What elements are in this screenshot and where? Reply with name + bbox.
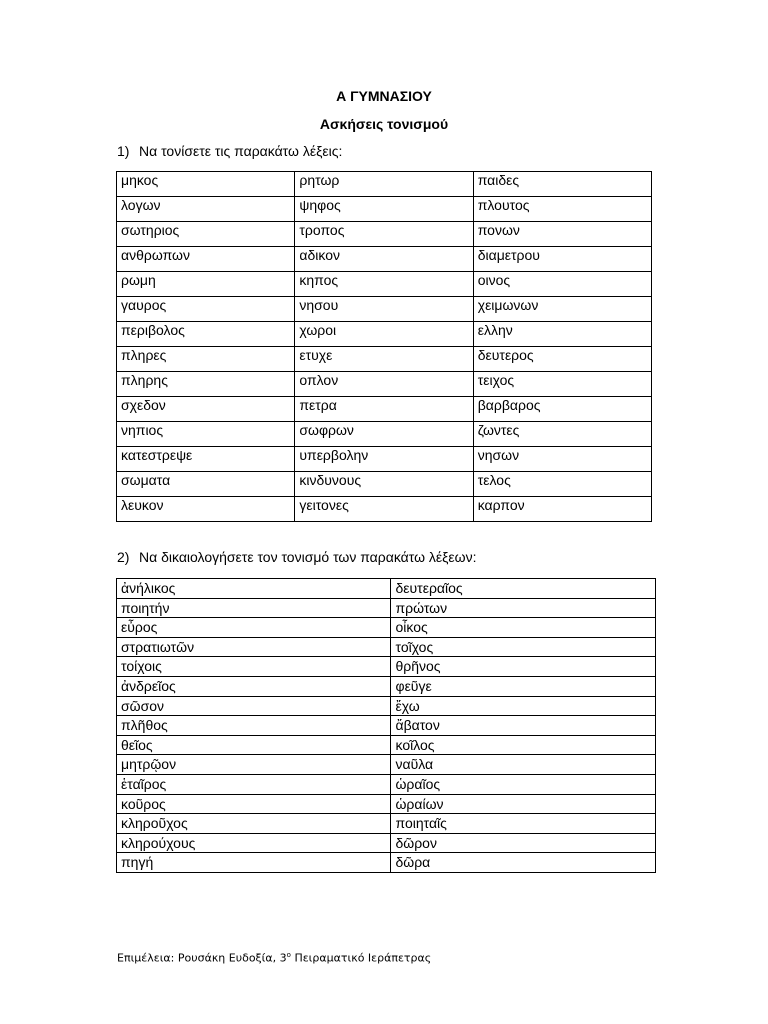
page-title: Α ΓΥΜΝΑΣΙΟΥ — [336, 88, 432, 104]
exercise-2-word-cell: δῶρον — [391, 833, 656, 853]
exercise-1-text: Να τονίσετε τις παρακάτω λέξεις: — [139, 143, 343, 159]
exercise-1-word-cell: πληρες — [117, 347, 295, 372]
exercise-2-word-cell: πρώτων — [391, 598, 656, 618]
exercise-1-word-cell: διαμετρου — [473, 247, 651, 272]
exercise-2-row — [117, 853, 656, 873]
footer-text-after: Πειραματικό Ιεράπετρας — [290, 951, 432, 965]
exercise-2-row — [117, 657, 656, 677]
exercise-1-word-cell: σωματα — [117, 472, 295, 497]
exercise-2-row — [117, 637, 656, 657]
exercise-1-word-cell: τειχος — [473, 372, 651, 397]
exercise-1-number: 1) — [117, 143, 130, 159]
exercise-2-row — [117, 814, 656, 834]
exercise-1-word-cell: βαρβαρος — [473, 397, 651, 422]
exercise-1-word-cell: χωροι — [295, 322, 473, 347]
exercise-2-row — [117, 833, 656, 853]
exercise-2-heading — [117, 549, 476, 565]
exercise-1-word-cell: αδικον — [295, 247, 473, 272]
exercise-2-row — [117, 618, 656, 638]
exercise-2-row — [117, 696, 656, 716]
exercise-2-word-cell: θεῖος — [117, 735, 391, 755]
exercise-2-word-cell: θρῆνος — [391, 657, 656, 677]
exercise-1-word-cell: σωτηριος — [117, 222, 295, 247]
exercise-1-word-cell: πληρης — [117, 372, 295, 397]
exercise-1-row — [117, 447, 652, 472]
footer-credit — [117, 948, 431, 966]
exercise-2-row — [117, 794, 656, 814]
exercise-2-word-cell: πλῆθος — [117, 716, 391, 736]
footer-superscript: ο — [286, 951, 291, 959]
exercise-1-word-cell: ανθρωπων — [117, 247, 295, 272]
exercise-1-word-cell: κινδυνους — [295, 472, 473, 497]
exercise-2-word-cell: δῶρα — [391, 853, 656, 873]
exercise-2-word-cell: ἀνήλικος — [117, 579, 391, 599]
exercise-2-word-cell: κληρούχους — [117, 833, 391, 853]
exercise-1-word-cell: κατεστρεψε — [117, 447, 295, 472]
exercise-2-row — [117, 716, 656, 736]
exercise-1-word-cell: ζωντες — [473, 422, 651, 447]
exercise-1-heading — [117, 143, 342, 159]
exercise-1-word-cell: γειτονες — [295, 497, 473, 522]
exercise-2-word-cell: φεῦγε — [391, 676, 656, 696]
exercise-1-word-cell: κηπος — [295, 272, 473, 297]
exercise-2-row — [117, 735, 656, 755]
exercise-1-row — [117, 247, 652, 272]
exercise-2-word-cell: σῶσον — [117, 696, 391, 716]
exercise-1-row — [117, 497, 652, 522]
exercise-1-word-cell: πονων — [473, 222, 651, 247]
exercise-2-word-cell: εὖρος — [117, 618, 391, 638]
exercise-2-text: Να δικαιολογήσετε τον τονισμό των παρακάτω λέξεων: — [139, 549, 477, 565]
exercise-1-word-cell: χειμωνων — [473, 297, 651, 322]
exercise-2-word-cell: ναῦλα — [391, 755, 656, 775]
exercise-1-word-cell: νησου — [295, 297, 473, 322]
exercise-1-word-cell: σχεδον — [117, 397, 295, 422]
exercise-2-word-cell: ποιητήν — [117, 598, 391, 618]
exercise-2-word-cell: τοῖχος — [391, 637, 656, 657]
exercise-1-word-cell: νηπιος — [117, 422, 295, 447]
exercise-1-word-cell: νησων — [473, 447, 651, 472]
exercise-1-word-cell: παιδες — [473, 172, 651, 197]
exercise-1-word-cell: ετυχε — [295, 347, 473, 372]
exercise-2-word-cell: ἀνδρεῖος — [117, 676, 391, 696]
exercise-1-word-cell: πετρα — [295, 397, 473, 422]
exercise-1-word-cell: καρπον — [473, 497, 651, 522]
exercise-1-word-cell: περιβολος — [117, 322, 295, 347]
exercise-1-row — [117, 372, 652, 397]
exercise-2-word-cell: ἄβατον — [391, 716, 656, 736]
exercise-1-word-cell: δευτερος — [473, 347, 651, 372]
exercise-1-row — [117, 422, 652, 447]
exercise-2-number: 2) — [117, 549, 130, 565]
exercise-2-word-cell: κοῦρος — [117, 794, 391, 814]
exercise-1-row — [117, 172, 652, 197]
exercise-2-word-cell: στρατιωτῶν — [117, 637, 391, 657]
exercise-2-word-cell: οἶκος — [391, 618, 656, 638]
footer-text-before: Επιμέλεια: Ρουσάκη Ευδοξία, 3 — [117, 951, 287, 965]
exercise-1-word-cell: οπλον — [295, 372, 473, 397]
exercise-1-word-cell: ψηφος — [295, 197, 473, 222]
exercise-1-row — [117, 397, 652, 422]
exercise-1-word-cell: τελος — [473, 472, 651, 497]
exercise-1-word-cell: ρητωρ — [295, 172, 473, 197]
exercise-1-word-cell: λογων — [117, 197, 295, 222]
exercise-1-word-cell: τροπος — [295, 222, 473, 247]
exercise-1-row — [117, 272, 652, 297]
exercise-1-row — [117, 472, 652, 497]
exercise-2-word-cell: ὡραίων — [391, 794, 656, 814]
exercise-2-word-cell: τοίχοις — [117, 657, 391, 677]
exercise-2-word-cell: ἔχω — [391, 696, 656, 716]
exercise-2-row — [117, 774, 656, 794]
exercise-2-row — [117, 598, 656, 618]
exercise-1-word-cell: σωφρων — [295, 422, 473, 447]
exercise-1-word-cell: ελλην — [473, 322, 651, 347]
exercise-1-row — [117, 347, 652, 372]
exercise-1-row — [117, 222, 652, 247]
exercise-1-word-cell: πλουτος — [473, 197, 651, 222]
exercise-2-row — [117, 676, 656, 696]
exercise-1-row — [117, 297, 652, 322]
exercise-2-word-cell: δευτεραῖος — [391, 579, 656, 599]
exercise-2-word-cell: μητρῷον — [117, 755, 391, 775]
exercise-1-word-cell: υπερβολην — [295, 447, 473, 472]
exercise-2-word-cell: ὡραῖος — [391, 774, 656, 794]
exercise-1-word-cell: λευκον — [117, 497, 295, 522]
exercise-1-word-cell: γαυρος — [117, 297, 295, 322]
page-subtitle: Ασκήσεις τονισμού — [319, 116, 449, 132]
exercise-2-word-cell: ἑταῖρος — [117, 774, 391, 794]
exercise-1-row — [117, 322, 652, 347]
exercise-1-word-cell: οινος — [473, 272, 651, 297]
exercise-1-word-cell: ρωμη — [117, 272, 295, 297]
exercise-2-word-cell: πηγή — [117, 853, 391, 873]
exercise-1-word-cell: μηκος — [117, 172, 295, 197]
exercise-2-row — [117, 755, 656, 775]
exercise-2-word-cell: κοῖλος — [391, 735, 656, 755]
exercise-1-row — [117, 197, 652, 222]
exercise-2-row — [117, 579, 656, 599]
exercise-2-word-cell: κληροῦχος — [117, 814, 391, 834]
exercise-1-table — [116, 171, 652, 522]
exercise-2-word-cell: ποιηταῖς — [391, 814, 656, 834]
exercise-2-table — [116, 578, 656, 873]
